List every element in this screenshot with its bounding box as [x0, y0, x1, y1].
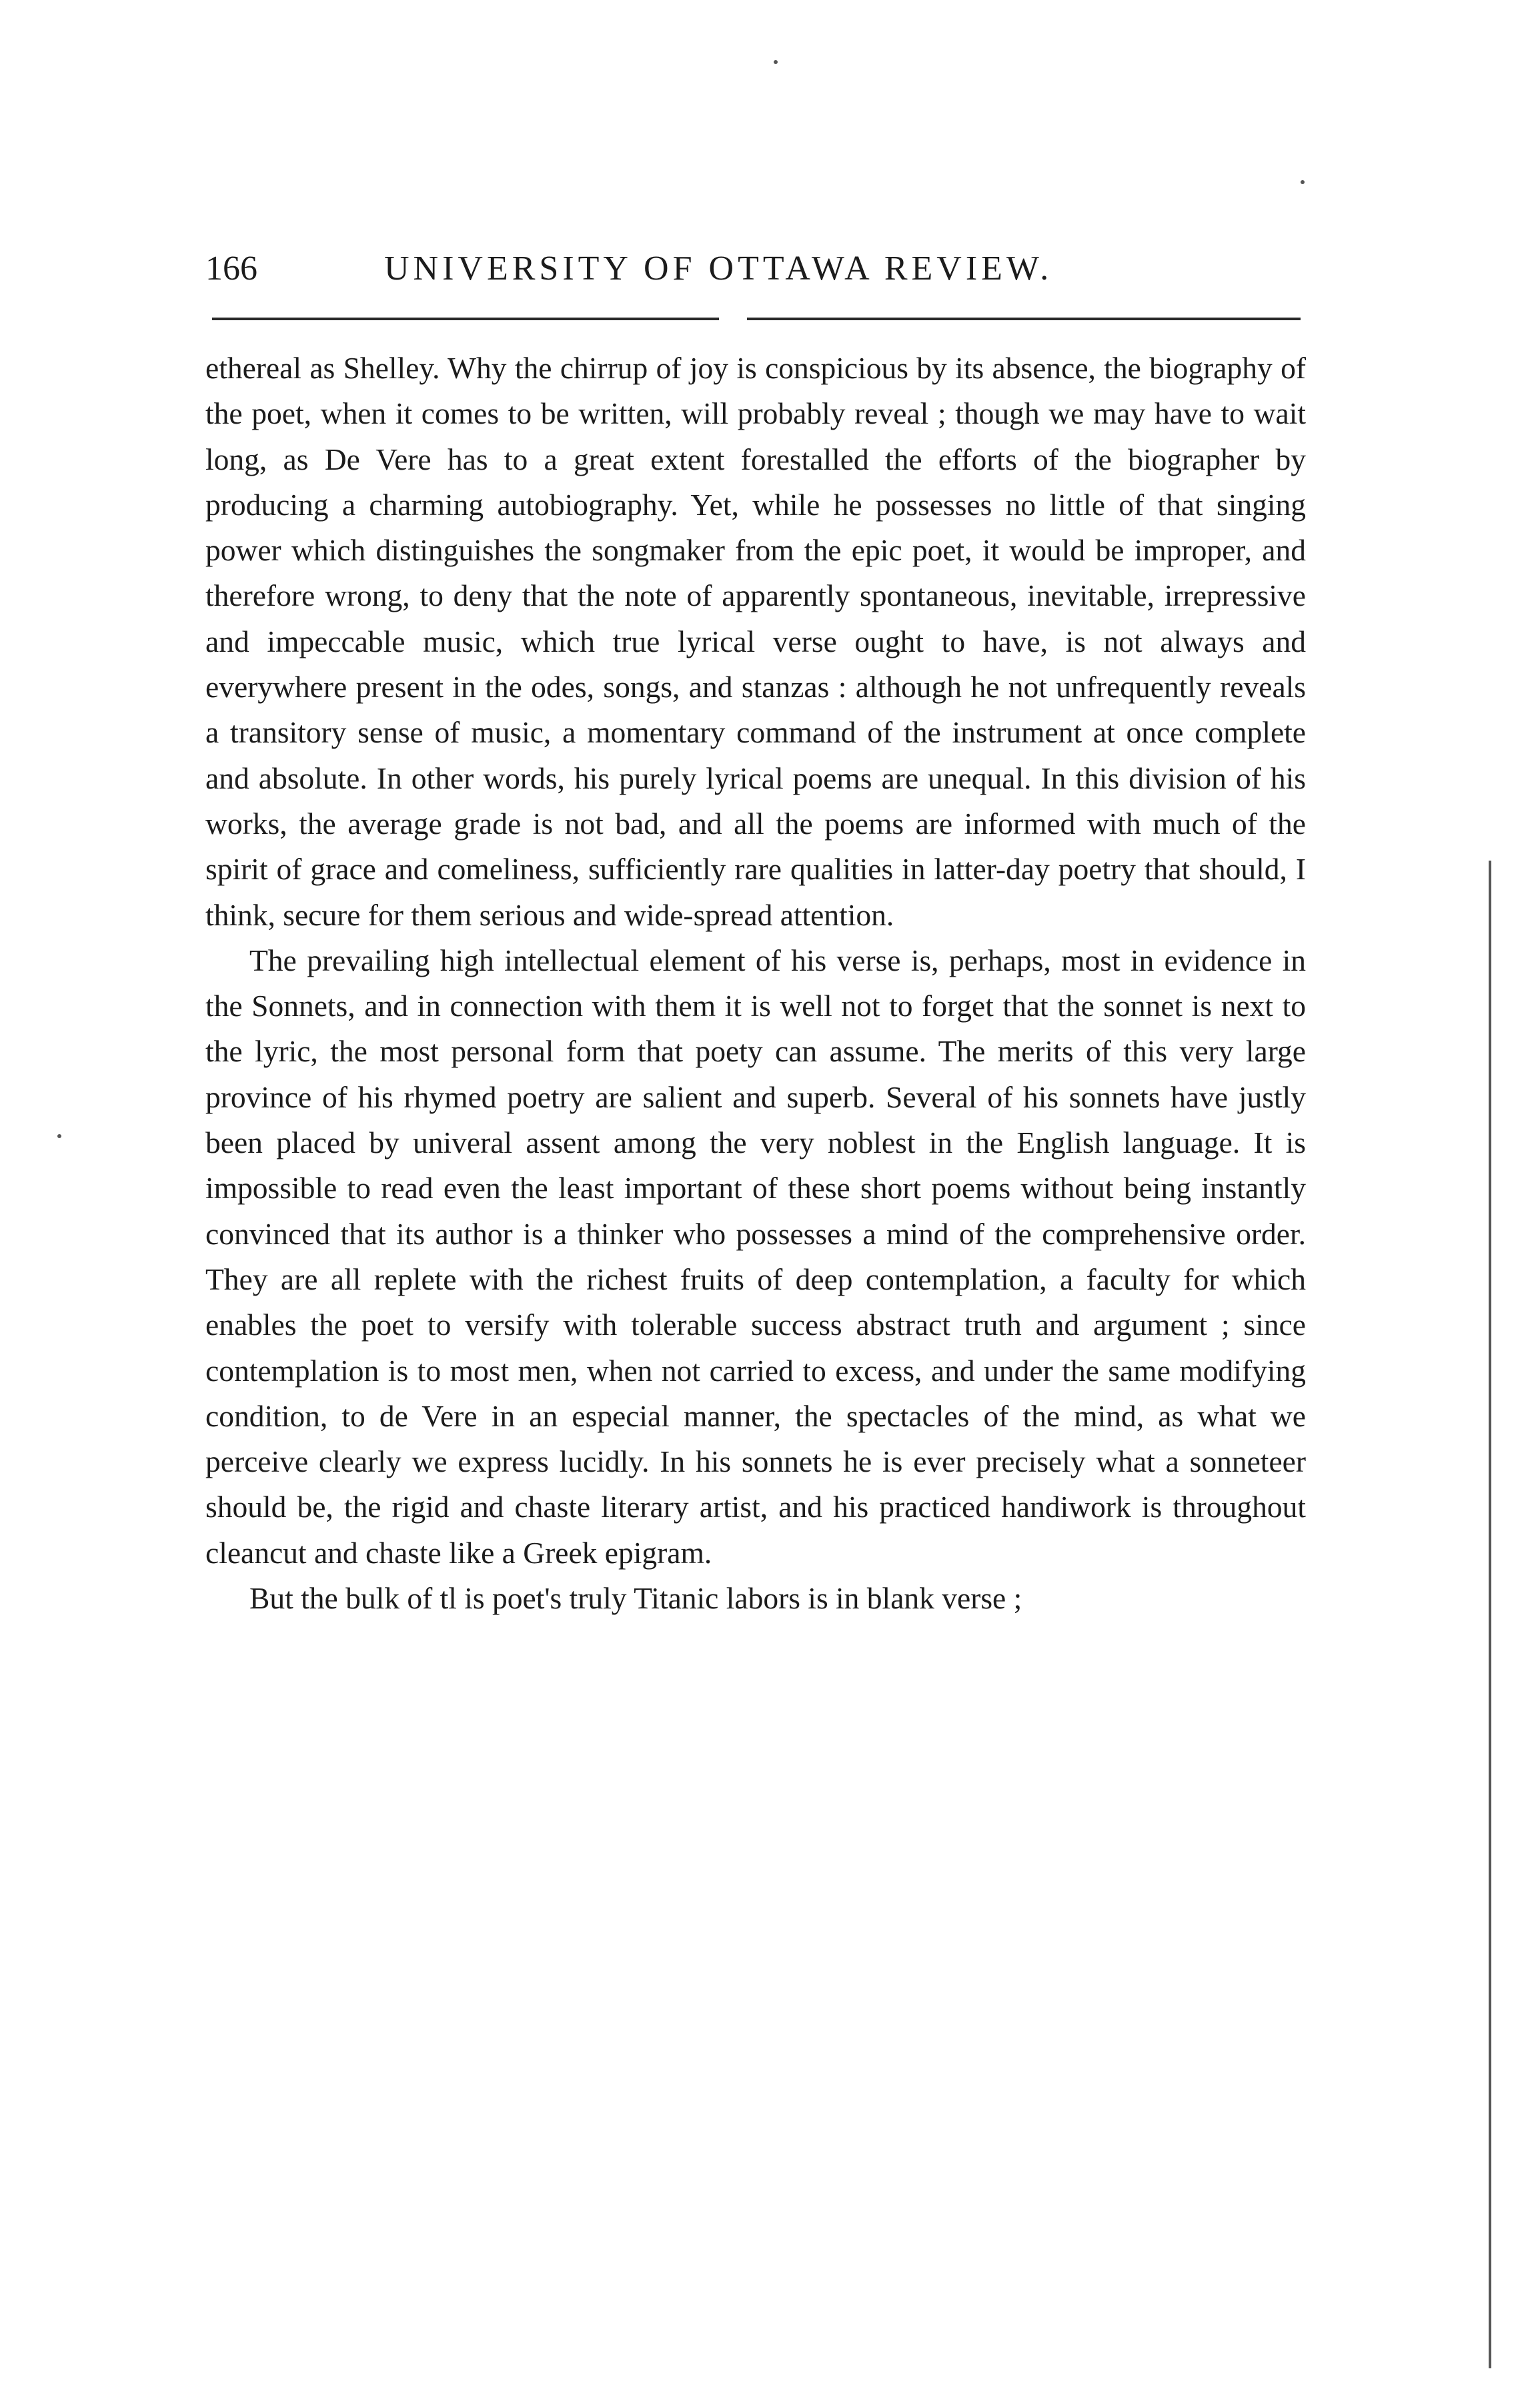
- header-rule-left: [212, 318, 719, 320]
- paragraph-sonnets: The prevailing high intellectual element of his verse is, perhaps, most in evidence in the Sonnets, and in connection with them it is well not to forget that the sonnet is next to the lyric, the most personal form that poety can assume. The merits of this very large province of his rhymed poetry are salient and superb. Several of his sonnets have justly been placed by univeral assent among the very noblest in the English language. It is impossible to read even the least important of these short poems without being instantly convinced that its author is a thinker who possesses a mind of the comprehensive order. They are all replete with the richest fruits of deep contemplation, a faculty for which enables the poet to versify with tolerable success abstract truth and argument ; since contemplation is to most men, when not carried to excess, and under the same modifying condition, to de Vere in an especial manner, the spectacles of the mind, as what we perceive clearly we express lucidly. In his sonnets he is ever precisely what a sonneteer should be, the rigid and chaste literary artist, and his practiced handiwork is throughout cleancut and chaste like a Greek epigram.: [205, 943, 1306, 1570]
- page-header: [205, 239, 1299, 299]
- running-head: UNIVERSITY OF OTTAWA REVIEW.: [384, 250, 1053, 288]
- page-edge-shadow: [1489, 861, 1491, 2368]
- page-number: 166: [205, 250, 257, 288]
- paragraph-blank-verse: But the bulk of tl is poet's truly Titanic labors is in blank verse ;: [249, 1581, 1022, 1616]
- paragraph-continued: ethereal as Shelley. Why the chirrup of joy is conspicious by its absence, the biography of the poet, when it comes to be written, will probably reveal ; though we may have to wait long, as De Vere has to a great extent forestalled the efforts of the biographer by producing a charming autobiography. Yet, while he possesses no little of that singing power which distinguishes the songmaker from the epic poet, it would be improper, and therefore wrong, to deny that the note of apparently spontaneous, inevitable, irrepressive and impeccable music, which true lyrical verse ought to have, is not always and everywhere present in the odes, songs, and stanzas : although he not unfrequently reveals a transitory sense of music, a momentary command of the instrument at once complete and absolute. In other words, his purely lyrical poems are unequal. In this division of his works, the average grade is not bad, and all the poems are informed with much of the spirit of grace and comeliness, sufficiently rare qualities in latter-day poetry that should, I think, secure for them serious and wide-spread attention.: [205, 351, 1306, 932]
- article-body: [205, 346, 1306, 1621]
- margin-speck: [57, 1134, 61, 1138]
- margin-speck: [1301, 180, 1305, 184]
- margin-speck: [774, 60, 778, 64]
- header-rule-right: [747, 318, 1301, 320]
